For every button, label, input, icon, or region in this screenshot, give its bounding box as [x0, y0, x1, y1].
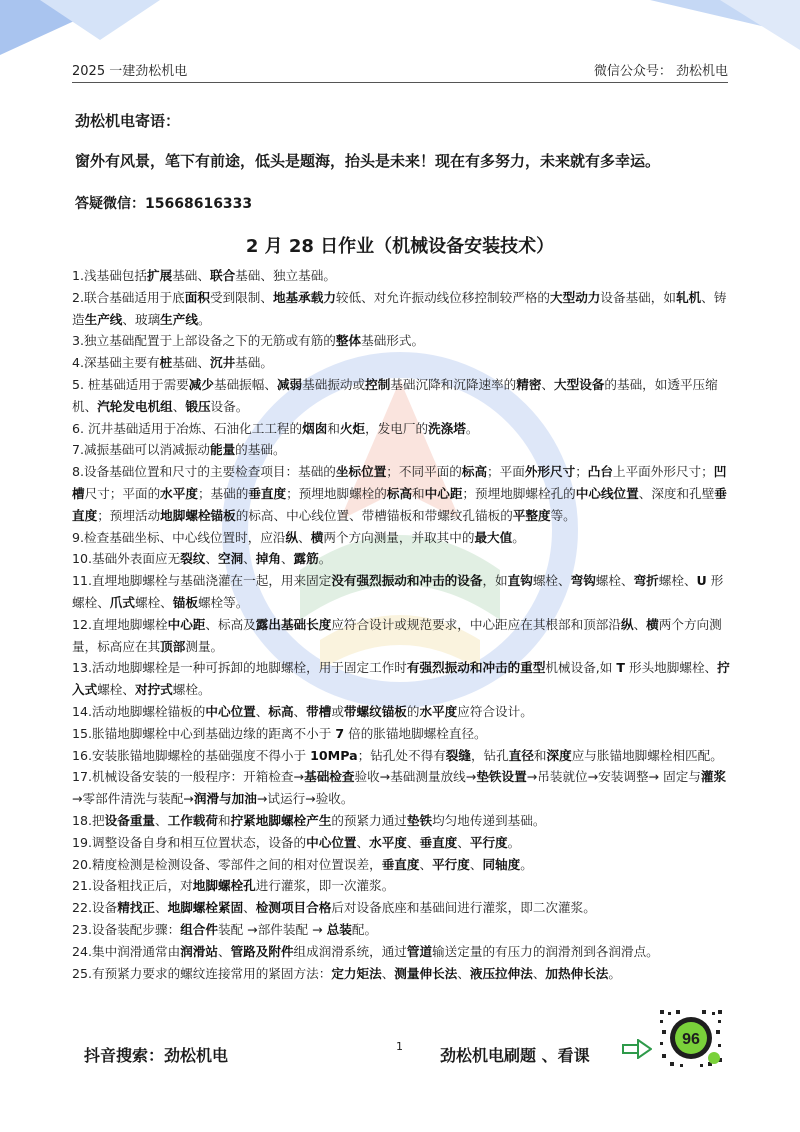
keyword: 凸台 — [587, 464, 613, 480]
item-text: 和 — [412, 485, 425, 501]
item-text: 基础振动或 — [302, 376, 366, 392]
keyword: 露筋 — [293, 551, 319, 567]
item-text: 、玻璃 — [122, 311, 161, 327]
keyword: 垂直度 — [72, 485, 727, 523]
keyword: 基础检查 — [304, 769, 355, 785]
item-text: ；基础的 — [197, 485, 249, 501]
item-text: 验收→基础测量放线→ — [354, 769, 477, 785]
item-text: 螺栓、 — [595, 573, 634, 589]
item-text: ，如 — [482, 573, 508, 589]
item-text: 、 — [457, 834, 470, 850]
item-text: 9.检查基础坐标、中心线位置时，应沿 — [72, 529, 286, 545]
keyword: 垂直度 — [419, 834, 458, 850]
keyword: 标高 — [386, 485, 413, 501]
item-text: 螺栓等。 — [197, 594, 249, 610]
item-text: 1.浅基础包括 — [72, 268, 147, 283]
item-text: 。 — [465, 420, 479, 436]
item-text: 23.设备装配步骤： — [72, 921, 181, 937]
item-text: →试运行→验收。 — [256, 791, 354, 807]
homework-item — [72, 810, 732, 832]
keyword: 检测项目合格 — [255, 900, 332, 916]
keyword: 测量伸长法 — [394, 965, 458, 981]
item-text: 24.集中润滑通常由 — [72, 943, 181, 959]
item-text: 应与胀锚地脚螺栓相匹配。 — [571, 747, 723, 763]
item-text: 螺栓。 — [172, 682, 211, 698]
item-text: 两个方向测量，标高应在其 — [72, 616, 722, 654]
homework-item — [72, 374, 732, 418]
item-text: 12.直埋地脚螺栓 — [72, 616, 168, 632]
keyword: 大型动力 — [550, 289, 601, 305]
item-text: ；不同平面的 — [386, 464, 462, 480]
keyword: 平行度 — [469, 834, 508, 850]
keyword: 精找正 — [117, 900, 155, 916]
keyword: 带槽 — [306, 703, 332, 719]
keyword: 垂直度 — [381, 856, 420, 872]
item-text: 、 — [280, 551, 294, 567]
item-text: 、 — [532, 965, 546, 981]
item-text: 15.胀锚地脚螺栓中心到基础边缘的距离不小于 — [72, 725, 336, 741]
item-text: 、 — [155, 900, 168, 916]
homework-item — [72, 352, 732, 374]
item-text: ，发电厂的 — [365, 420, 429, 436]
keyword: 纵 — [285, 529, 299, 545]
item-text: 和 — [217, 812, 231, 828]
item-text: 均匀地传递到基础。 — [432, 812, 546, 828]
keyword: 桩 — [159, 355, 173, 371]
homework-item — [72, 330, 732, 352]
keyword: 中心位置 — [205, 703, 256, 719]
item-text: 10.基础外表面应无 — [72, 551, 181, 567]
motto-text: 窗外有风景，笔下有前途，低头是题海，抬头是未来！现在有多努力，未来就有多幸运。 — [75, 152, 661, 170]
keyword: 灌浆 — [700, 769, 727, 785]
item-text: 。 — [507, 834, 521, 850]
item-text: 后对设备底座和基础间进行灌浆，即二次灌浆。 — [331, 900, 596, 916]
keyword: 露出基础长度 — [255, 616, 332, 632]
item-text: 、 — [205, 551, 218, 567]
keyword: 水平度 — [419, 703, 458, 719]
item-text: 的基础，如透平压缩机、 — [72, 376, 718, 414]
item-text: 20.精度检测是检测设备、零部件之间的相对位置误差， — [72, 856, 382, 872]
keyword: 标高 — [268, 703, 294, 719]
keyword: 平整度 — [512, 507, 551, 523]
homework-item — [72, 897, 732, 919]
item-text: 较低、对允许振动线位移控制较严格的 — [335, 289, 550, 305]
item-text: 25.有预紧力要求的螺纹连接常用的紧固方法： — [72, 965, 332, 981]
item-text: 的标高、中心线位置、带槽锚板和带螺纹孔锚板的 — [235, 507, 513, 523]
item-text: 、铸造 — [72, 289, 727, 327]
homework-item — [72, 941, 732, 963]
item-text: 13.活动地脚螺栓是一种可拆卸的地脚螺栓，用于固定工作时 — [72, 660, 407, 676]
keyword: 裂缝 — [445, 747, 471, 763]
keyword: 标高 — [461, 464, 488, 480]
keyword: 大型设备 — [554, 376, 605, 392]
corner-decoration-right — [630, 0, 800, 50]
item-text: 、 — [633, 616, 647, 632]
qr-code-icon[interactable] — [656, 1006, 726, 1070]
item-text: 基础、 — [172, 355, 210, 371]
item-text: 、 — [356, 834, 370, 850]
keyword: 拧入式 — [72, 660, 730, 698]
homework-item — [72, 657, 732, 701]
item-text: 18.把 — [72, 812, 105, 828]
item-text: 的基础。 — [235, 442, 286, 458]
keyword: 拧紧地脚螺栓产生 — [230, 812, 332, 828]
keyword: T — [616, 660, 625, 676]
keyword: 10MPa — [310, 747, 358, 763]
item-text: 设备基础，如 — [600, 289, 676, 305]
footer-course-promo: 劲松机电刷题 、看课 — [440, 1046, 590, 1065]
keyword: 沉井 — [209, 355, 236, 371]
keyword: 中心距 — [424, 485, 463, 501]
qa-wechat-label: 答疑微信： — [75, 196, 145, 212]
keyword: 组合件 — [180, 921, 218, 937]
item-text: 测量。 — [185, 638, 224, 654]
item-text: 的 — [406, 703, 420, 719]
item-text: 基础、独立基础。 — [235, 268, 336, 283]
keyword: 能量 — [209, 442, 236, 458]
item-text: 8.设备基础位置和尺寸的主要检查项目：基础的 — [72, 464, 336, 480]
keyword: 液压拉伸法 — [469, 965, 533, 981]
item-text: 、深度和孔壁 — [638, 485, 715, 501]
keyword: 锻压 — [185, 398, 211, 414]
motto-title: 劲松机电寄语： — [75, 112, 181, 130]
keyword: 烟囱 — [302, 420, 328, 436]
homework-item — [72, 439, 732, 461]
homework-list — [72, 265, 732, 984]
qr-badge-text: 96 — [682, 1031, 700, 1048]
item-text: 螺栓、 — [97, 682, 135, 698]
keyword: 面积 — [184, 289, 210, 305]
item-text: 尺寸；平面的 — [84, 485, 161, 501]
keyword: 有强烈振动和冲击的重型 — [406, 660, 546, 676]
keyword: 地脚螺栓锚板 — [160, 507, 236, 523]
keyword: 联合 — [209, 268, 236, 283]
item-text: ；钻孔处不得有 — [357, 747, 446, 763]
keyword: 减少 — [188, 376, 214, 392]
item-text: 倍的胀锚地脚螺栓直径。 — [344, 725, 487, 741]
keyword: 弯钩 — [570, 573, 596, 589]
item-text: 、 — [406, 834, 420, 850]
item-text: 组成润滑系统，通过 — [293, 943, 407, 959]
homework-item — [72, 461, 732, 526]
keyword: 顶部 — [160, 638, 186, 654]
item-text: 、 — [155, 812, 168, 828]
keyword: 垫铁 — [406, 812, 433, 828]
item-text: →零部件清洗与装配→ — [72, 791, 194, 807]
keyword: 外形尺寸 — [524, 464, 576, 480]
item-text: 、 — [298, 529, 311, 545]
keyword: 掉角 — [255, 551, 281, 567]
homework-item — [72, 723, 732, 745]
item-text: 和 — [533, 747, 547, 763]
item-text: →吊装就位→安装调整→ 固定与 — [526, 769, 701, 785]
keyword: 中心位置 — [306, 834, 357, 850]
item-text: 17.机械设备安装的一般程序：开箱检查→ — [72, 769, 305, 785]
keyword: 没有强烈振动和冲击的设备 — [331, 573, 483, 589]
keyword: 直径 — [508, 747, 534, 763]
item-text: 11.直埋地脚螺栓与基础浇灌在一起，用来固定 — [72, 573, 332, 589]
keyword: 裂纹 — [180, 551, 206, 567]
item-text: 22.设备 — [72, 900, 118, 916]
item-text: 。 — [608, 965, 621, 981]
header-right: 微信公众号： 劲松机电 — [593, 63, 728, 79]
keyword: 深度 — [546, 747, 572, 763]
homework-item — [72, 766, 732, 810]
page-number: 1 — [396, 1040, 403, 1053]
homework-item — [72, 527, 732, 549]
keyword: 垂直度 — [248, 485, 287, 501]
page-header — [72, 58, 728, 80]
item-text: 形头地脚螺栓、 — [624, 660, 718, 676]
keyword: 中心距 — [167, 616, 206, 632]
keyword: 生产线 — [84, 311, 123, 327]
item-text: 、标高及 — [205, 616, 256, 632]
item-text: 机械设备,如 — [545, 660, 617, 676]
item-text: 。 — [197, 311, 211, 327]
keyword: U — [696, 573, 707, 589]
item-text: 进行灌浆，即一次灌浆。 — [255, 878, 395, 894]
keyword: 精密 — [516, 376, 542, 392]
footer-douyin-search: 抖音搜索：劲松机电 — [84, 1046, 229, 1065]
item-text: 形螺栓、 — [72, 573, 724, 610]
homework-item — [72, 701, 732, 723]
item-text: 基础振幅、 — [213, 376, 277, 392]
keyword: 地脚螺栓紧固 — [167, 900, 244, 916]
homework-item — [72, 745, 732, 767]
item-text: ；预埋地脚螺栓孔的 — [462, 485, 576, 501]
item-text: 基础、 — [172, 268, 210, 283]
item-text: 、 — [255, 703, 269, 719]
keyword: 加热伸长法 — [545, 965, 609, 981]
keyword: 横 — [646, 616, 659, 632]
item-text: 5. 桩基础适用于需要 — [72, 376, 189, 392]
homework-item — [72, 875, 732, 897]
item-text: 基础沉降和沉降速率的 — [390, 376, 517, 392]
item-text: 输送定量的有压力的润滑剂到各润滑点。 — [432, 943, 659, 959]
item-text: 、 — [217, 943, 231, 959]
header-left: 2025 一建劲松机电 — [72, 63, 188, 79]
item-text: 19.调整设备自身和相互位置状态，设备的 — [72, 834, 307, 850]
keyword: 纵 — [620, 616, 634, 632]
homework-item — [72, 265, 732, 287]
arrow-right-icon — [622, 1039, 652, 1059]
item-text: 设备。 — [210, 398, 249, 414]
item-text: ；平面 — [487, 464, 525, 480]
item-text: 4.深基础主要有 — [72, 355, 160, 371]
item-text: 16.安装胀锚地脚螺栓的基础强度不得小于 — [72, 747, 311, 763]
item-text: 、 — [381, 965, 395, 981]
keyword: 最大值 — [474, 529, 513, 545]
keyword: 7 — [335, 725, 345, 741]
keyword: 设备重量 — [104, 812, 155, 828]
item-text: 7.减振基础可以消减振动 — [72, 442, 210, 458]
item-text: 。 — [512, 529, 525, 545]
keyword: 轧机 — [675, 289, 702, 305]
keyword: 垫铁设置 — [476, 769, 527, 785]
homework-item — [72, 548, 732, 570]
item-text: 基础形式。 — [361, 333, 425, 349]
item-text: 14.活动地脚螺栓锚板的 — [72, 703, 206, 719]
item-text: 螺栓、 — [532, 573, 571, 589]
keyword: 减弱 — [276, 376, 303, 392]
keyword: 润滑与加油 — [193, 791, 257, 807]
keyword: 管道 — [406, 943, 433, 959]
homework-item — [72, 854, 732, 876]
homework-item — [72, 287, 732, 331]
item-text: ；预埋活动 — [97, 507, 161, 523]
keyword: 汽轮发电机组 — [97, 398, 173, 414]
item-text: 、 — [541, 376, 554, 392]
keyword: 爪式 — [109, 594, 135, 610]
keyword: 带螺纹锚板 — [343, 703, 407, 719]
homework-item — [72, 418, 732, 440]
item-text: ； — [575, 464, 588, 480]
item-text: 、 — [469, 856, 483, 872]
homework-item — [72, 570, 732, 614]
item-text: ，钻孔 — [470, 747, 509, 763]
keyword: 水平度 — [369, 834, 407, 850]
item-text: 螺栓、 — [658, 573, 697, 589]
keyword: 坐标位置 — [335, 464, 387, 480]
item-text: 6. 沉井基础适用于冶炼、石油化工工程的 — [72, 420, 303, 436]
keyword: 生产线 — [160, 311, 198, 327]
qa-wechat-number: 15668616333 — [145, 196, 253, 212]
item-text: 。 — [318, 551, 332, 567]
item-text: 应符合设计。 — [457, 703, 533, 719]
homework-item — [72, 614, 732, 658]
item-text: 基础。 — [235, 355, 273, 371]
item-text: 3.独立基础配置于上部设备之下的无筋或有筋的 — [72, 333, 336, 349]
keyword: 定力矩法 — [331, 965, 382, 981]
keyword: 同轴度 — [482, 856, 521, 872]
homework-item — [72, 963, 732, 985]
corner-decoration-left — [0, 0, 160, 60]
item-text: 的预紧力通过 — [331, 812, 407, 828]
keyword: 空洞 — [217, 551, 244, 567]
item-text: 配。 — [351, 921, 378, 937]
keyword: 平行度 — [432, 856, 470, 872]
keyword: 管路及附件 — [230, 943, 294, 959]
item-text: 21.设备粗找正后，对 — [72, 878, 193, 894]
homework-item — [72, 919, 732, 941]
item-text: 装配 →部件装配 → — [217, 921, 327, 937]
header-divider — [72, 82, 728, 83]
keyword: 工作载荷 — [167, 812, 218, 828]
keyword: 火炬 — [339, 420, 366, 436]
qa-wechat — [75, 193, 252, 213]
keyword: 对拧式 — [134, 682, 173, 698]
keyword: 水平度 — [160, 485, 198, 501]
item-text: 、 — [457, 965, 470, 981]
item-text: 两个方向测量，并取其中的 — [323, 529, 475, 545]
item-text: 和 — [327, 420, 340, 436]
item-text: 应符合设计或规范要求，中心距应在其根部和顶部沿 — [331, 616, 621, 632]
keyword: 扩展 — [147, 268, 173, 283]
keyword: 控制 — [365, 376, 391, 392]
item-text: 2.联合基础适用于底 — [72, 289, 185, 305]
item-text: 、 — [419, 856, 433, 872]
keyword: 凹槽 — [72, 464, 727, 501]
item-text: 或 — [331, 703, 344, 719]
page-title: 2 月 28 日作业（机械设备安装技术） — [245, 236, 555, 257]
item-text: 等。 — [550, 507, 576, 523]
keyword: 直钩 — [507, 573, 533, 589]
item-text: 、 — [243, 900, 256, 916]
keyword: 弯折 — [633, 573, 659, 589]
item-text: 受到限制、 — [209, 289, 273, 305]
item-text: ；预埋地脚螺栓的 — [286, 485, 387, 501]
keyword: 洗涤塔 — [428, 420, 466, 436]
homework-item — [72, 832, 732, 854]
keyword: 地脚螺栓孔 — [192, 878, 256, 894]
keyword: 横 — [310, 529, 324, 545]
item-text: 、 — [172, 398, 186, 414]
keyword: 总装 — [326, 921, 352, 937]
item-text: 、 — [293, 703, 307, 719]
keyword: 锚板 — [172, 594, 198, 610]
keyword: 中心线位置 — [575, 485, 639, 501]
item-text: 。 — [520, 856, 533, 872]
item-text: 螺栓、 — [134, 594, 173, 610]
item-text: 上平面外形尺寸； — [612, 464, 714, 480]
keyword: 润滑站 — [180, 943, 218, 959]
keyword: 整体 — [335, 333, 362, 349]
item-text: 、 — [243, 551, 256, 567]
keyword: 地基承载力 — [272, 289, 336, 305]
